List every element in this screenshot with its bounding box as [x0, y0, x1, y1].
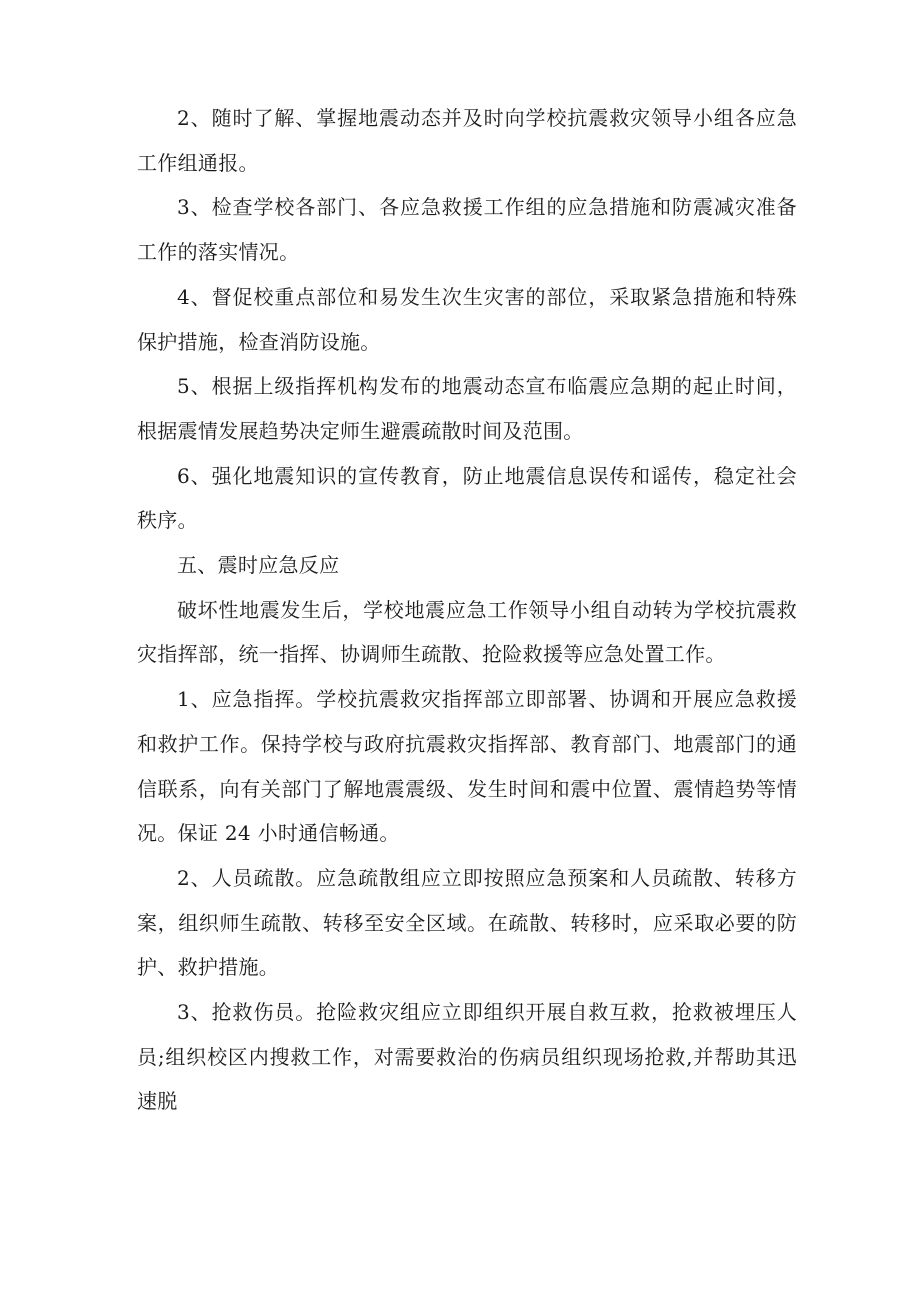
document-body: [137, 96, 797, 1124]
paragraph-item-5-announce: 5、根据上级指挥机构发布的地震动态宣布临震应急期的起止时间，根据震情发展趋势决定师生避震疏散时间及范围。: [137, 374, 797, 443]
paragraph-item-2-report: 2、随时了解、掌握地震动态并及时向学校抗震救灾领导小组各应急工作组通报。: [137, 106, 797, 175]
section-heading-5: 五、震时应急反应: [177, 553, 340, 578]
paragraph-intro: 破坏性地震发生后，学校地震应急工作领导小组自动转为学校抗震救灾指挥部，统一指挥、协调师生疏散、抢险救援等应急处置工作。: [137, 597, 797, 667]
paragraph-item-1-command: 1、应急指挥。学校抗震救灾指挥部立即部署、协调和开展应急救援和救护工作。保持学校与政府抗震救灾指挥部、教育部门、地震部门的通信联系，向有关部门了解地震震级、发生时间和震中位置、震情趋势等情况。保证 24 小时通信畅通。: [137, 687, 797, 846]
paragraph-item-3-inspect: 3、检查学校各部门、各应急救援工作组的应急措施和防震减灾准备工作的落实情况。: [137, 195, 797, 265]
paragraph-item-3-rescue: 3、抢救伤员。抢险救灾组应立即组织开展自救互救，抢救被埋压人员;组织校区内搜救工作，对需要救治的伤病员组织现场抢救,并帮助其迅速脱: [137, 1000, 797, 1114]
paragraph-item-6-education: 6、强化地震知识的宣传教育，防止地震信息误传和谣传，稳定社会秩序。: [137, 463, 797, 533]
paragraph-item-4-supervise: 4、督促校重点部位和易发生次生灾害的部位，采取紧急措施和特殊保护措施，检查消防设施。: [137, 284, 797, 354]
paragraph-item-2-evacuation: 2、人员疏散。应急疏散组应立即按照应急预案和人员疏散、转移方案，组织师生疏散、转移至安全区域。在疏散、转移时，应采取必要的防护、救护措施。: [137, 865, 797, 980]
